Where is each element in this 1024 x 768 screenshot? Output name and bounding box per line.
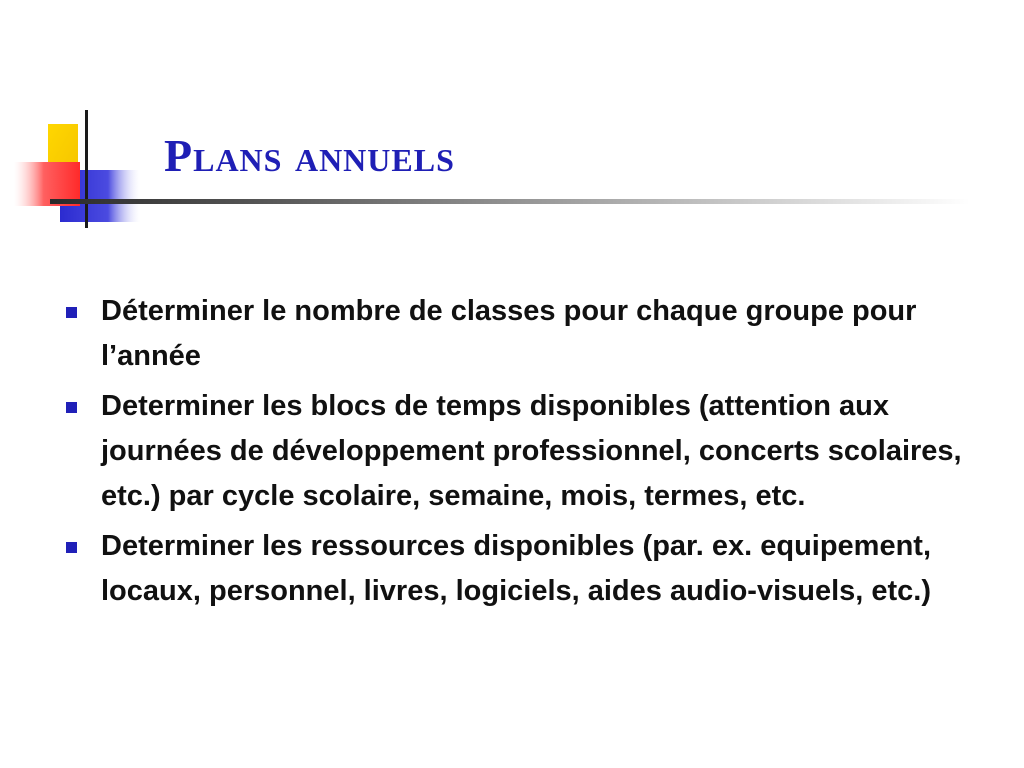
bullet-item [60,289,965,379]
square-bullet-icon [66,542,77,553]
bullet-item [60,524,965,614]
title-underline-rule [50,199,970,204]
bullet-text: Determiner les blocs de temps disponibles (attention aux journées de développement professionnel, concerts scolaires, etc.) par cycle scolaire, semaine, mois, termes, etc. [101,390,962,512]
square-bullet-icon [66,402,77,413]
square-bullet-icon [66,307,77,318]
bullet-list [60,289,965,619]
bullet-item [60,384,965,519]
slide-title: Plans annuels [164,130,455,181]
bullet-text: Déterminer le nombre de classes pour chaque groupe pour l’année [101,295,917,372]
decorative-squares-logo [0,0,160,240]
vertical-line [85,110,88,228]
bullet-text: Determiner les ressources disponibles (par. ex. equipement, locaux, personnel, livres, logiciels, aides audio-visuels, etc.) [101,530,932,607]
